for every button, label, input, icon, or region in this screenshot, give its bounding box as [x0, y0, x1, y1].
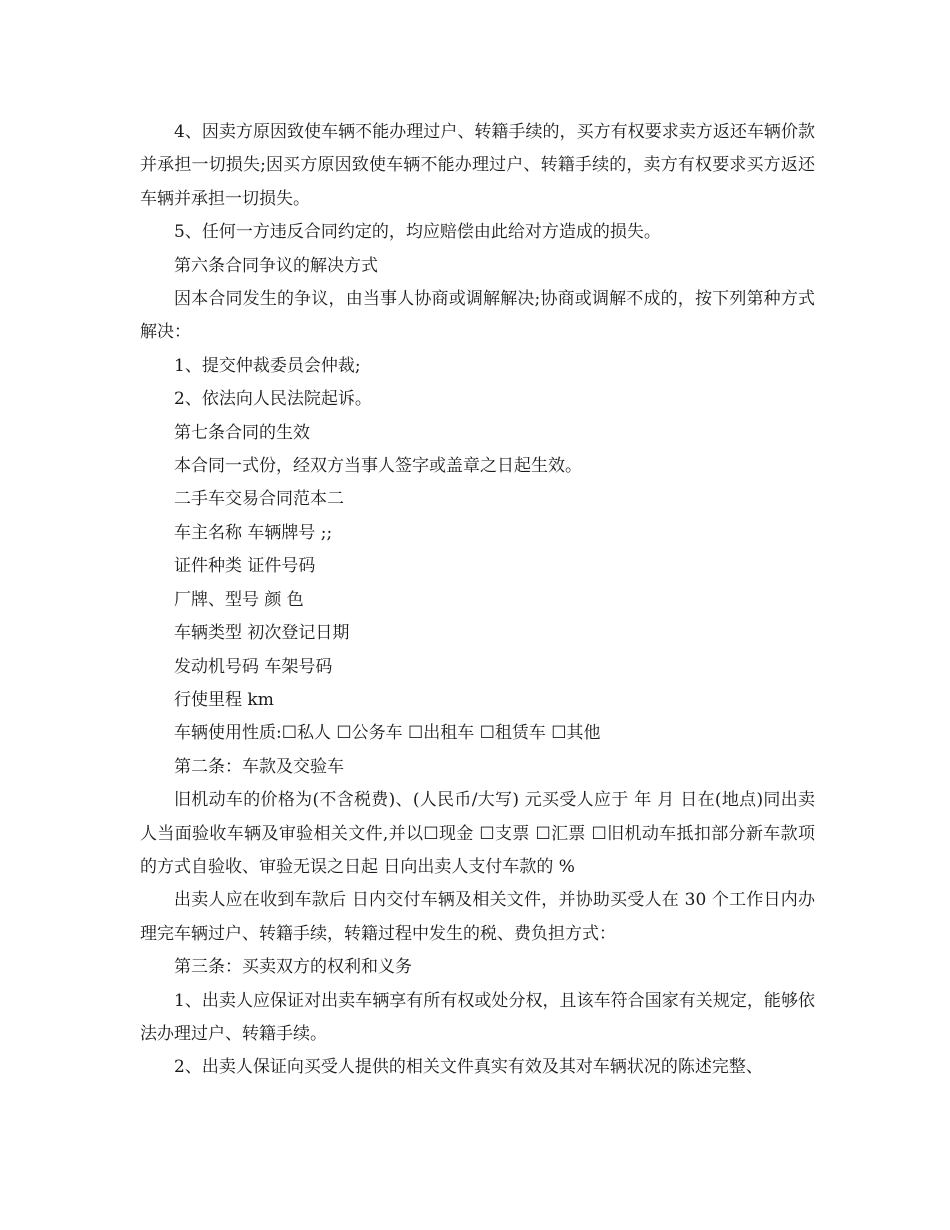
paragraph-effectiveness: 本合同一式份，经双方当事人签字或盖章之日起生效。 [174, 456, 582, 477]
paragraph-option-court: 2、依法向人民法院起诉。 [174, 389, 372, 410]
paragraph-option-arbitration: 1、提交仲裁委员会仲裁; [174, 355, 361, 376]
heading-template-two: 二手车交易合同范本二 [174, 489, 344, 510]
paragraph-clause-5: 5、任何一方违反合同约定的，均应赔偿由此给对方造成的损失。 [174, 222, 661, 243]
field-usage-nature: 车辆使用性质:☐私人 ☐公务车 ☐出租车 ☐租赁车 ☐其他 [174, 723, 601, 744]
heading-article-7: 第七条合同的生效 [174, 422, 310, 443]
paragraph-seller-ownership: 1、出卖人应保证对出卖车辆享有所有权或处分权，且该车符合国家有关规定，能够依法办理过户、转籍手续。 [140, 990, 815, 1044]
paragraph-delivery-transfer: 出卖人应在收到车款后 日内交付车辆及相关文件，并协助买受人在 30 个工作日内办理完车辆过户、转籍手续，转籍过程中发生的税、费负担方式： [140, 890, 815, 944]
field-id-type-number: 证件种类 证件号码 [174, 556, 316, 577]
paragraph-clause-4: 4、因卖方原因致使车辆不能办理过户、转籍手续的，买方有权要求卖方返还车辆价款并承担一切损失;因买方原因致使车辆不能办理过户、转籍手续的，卖方有权要求买方返还车辆并承担一切损失。 [140, 122, 815, 209]
field-vehicle-type-registration: 车辆类型 初次登记日期 [174, 623, 350, 644]
field-mileage: 行使里程 km [174, 689, 274, 710]
field-brand-model-color: 厂牌、型号 颜 色 [174, 589, 304, 610]
heading-article-3: 第三条：买卖双方的权利和义务 [174, 957, 412, 978]
paragraph-dispute-resolution: 因本合同发生的争议，由当事人协商或调解解决;协商或调解不成的，按下列第种方式解决： [140, 289, 815, 343]
document-body [140, 116, 815, 1085]
field-engine-frame-number: 发动机号码 车架号码 [174, 656, 333, 677]
paragraph-price-payment: 旧机动车的价格为(不含税费)、(人民币/大写) 元买受人应于 年 月 日在(地点)同出卖人当面验收车辆及审验相关文件,并以☐现金 ☐支票 ☐汇票 ☐旧机动车抵扣部分新车款项的方式自验收、审验无误之日起 日向出卖人支付车款的 % [140, 790, 815, 877]
heading-article-6: 第六条合同争议的解决方式 [174, 255, 378, 276]
paragraph-seller-documents: 2、出卖人保证向买受人提供的相关文件真实有效及其对车辆状况的陈述完整、 [174, 1057, 763, 1078]
heading-article-2: 第二条：车款及交验车 [174, 756, 344, 777]
field-owner-plate: 车主名称 车辆牌号 ;; [174, 522, 333, 543]
